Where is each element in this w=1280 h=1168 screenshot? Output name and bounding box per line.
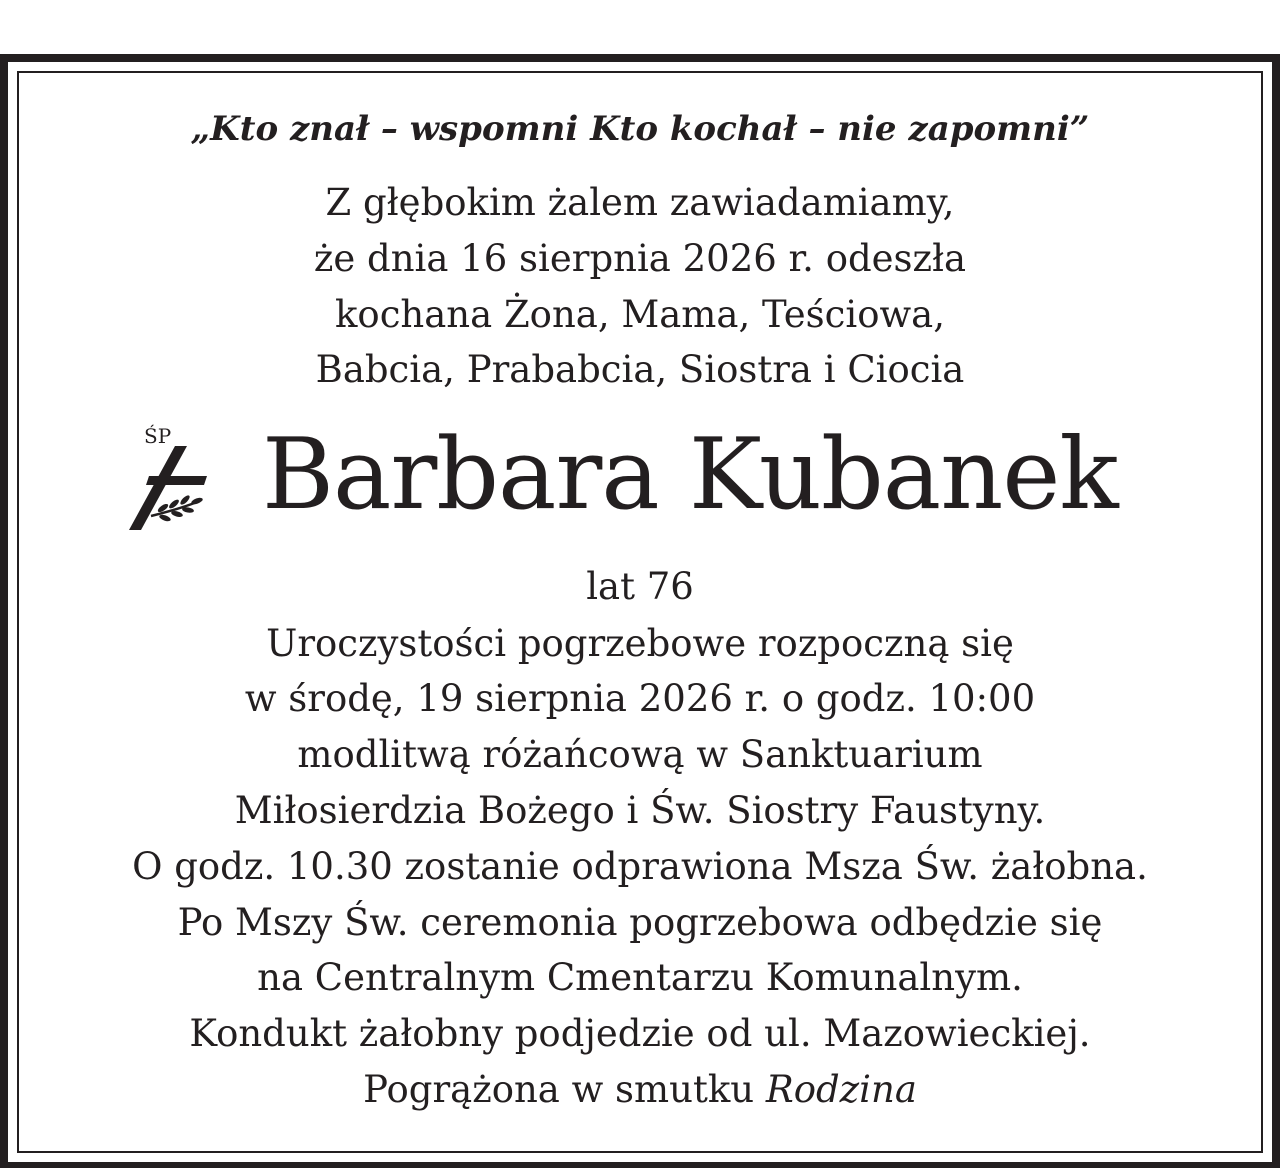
funeral-line: na Centralnym Cmentarzu Komunalnym. — [257, 956, 1023, 999]
funeral-line: Po Mszy Św. ceremonia pogrzebowa odbędzie się — [177, 901, 1103, 944]
intro-line: Z głębokim żalem zawiadamiamy, — [325, 181, 955, 224]
funeral-line: Miłosierdzia Bożego i Św. Siostry Faustyny. — [234, 789, 1046, 832]
name-row — [0, 418, 1280, 538]
sp-label: ŚP — [144, 424, 172, 448]
funeral-line: w środę, 19 sierpnia 2026 r. o godz. 10:00 — [244, 677, 1036, 720]
intro-line: kochana Żona, Mama, Teściowa, — [335, 293, 945, 336]
signature — [0, 1068, 1280, 1111]
funeral-line: O godz. 10.30 zostanie odprawiona Msza Św. żałobna. — [132, 845, 1148, 888]
funeral-line: Kondukt żałobny podjedzie od ul. Mazowieckiej. — [189, 1012, 1091, 1055]
signature-prefix: Pogrążona w smutku — [363, 1068, 755, 1111]
cross-with-palm-icon — [127, 442, 211, 532]
age: lat 76 — [586, 565, 694, 608]
funeral-line: Uroczystości pogrzebowe rozpoczną się — [266, 622, 1014, 665]
deceased-name: Barbara Kubanek — [262, 418, 1118, 532]
intro-line: Babcia, Prababcia, Siostra i Ciocia — [315, 348, 965, 391]
funeral-line: modlitwą różańcową w Sanktuarium — [297, 733, 983, 776]
intro-line: że dnia 16 sierpnia 2026 r. odeszła — [313, 237, 967, 280]
motto: „Kto znał – wspomni Kto kochał – nie zapomni” — [190, 109, 1090, 149]
sp-mark — [127, 426, 211, 536]
signature-name: Rodzina — [765, 1068, 917, 1111]
